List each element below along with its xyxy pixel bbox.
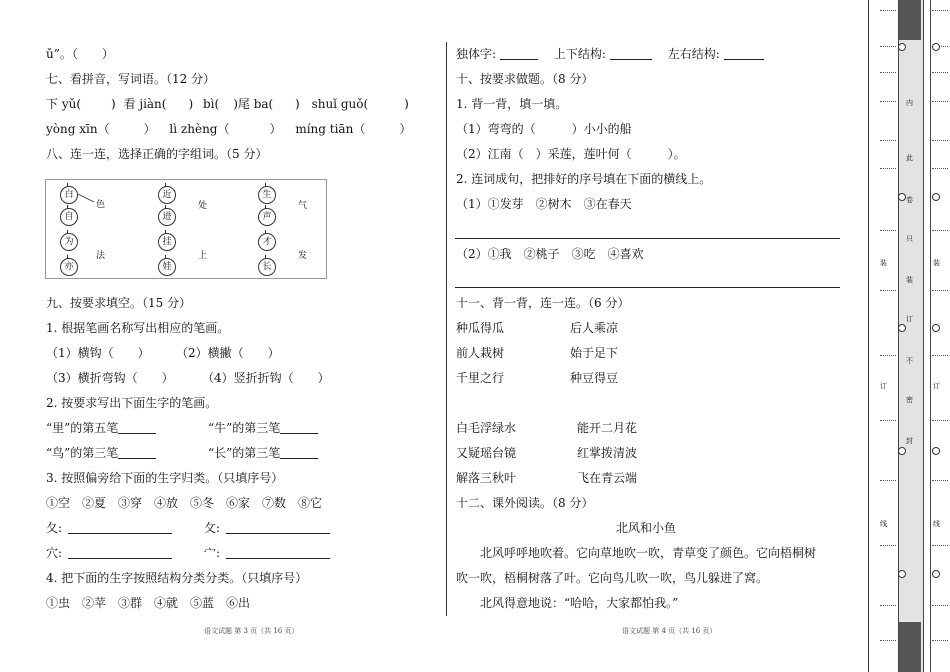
q10-1a: （1）弯弯的（ ）小小的船 xyxy=(456,122,632,136)
word-target[interactable]: 色 xyxy=(96,200,106,210)
binding-margin xyxy=(868,0,950,672)
idiom-left[interactable]: 千里之行 xyxy=(456,371,505,385)
q9-1: 1. 根据笔画名称写出相应的笔画。 xyxy=(46,321,230,335)
poem-right[interactable]: 红掌拨清波 xyxy=(577,446,638,460)
char-circle[interactable]: 进 xyxy=(158,208,176,226)
binding-hole-icon xyxy=(898,324,906,332)
char-circle[interactable]: 为 xyxy=(60,233,78,251)
word-target[interactable]: 处 xyxy=(198,201,208,211)
story-title: 北风和小鱼 xyxy=(616,521,677,535)
word-target[interactable]: 气 xyxy=(298,201,308,211)
margin-char: 装 xyxy=(933,259,940,267)
margin-char: 线 xyxy=(933,520,940,528)
char-circle[interactable]: 白 xyxy=(60,186,78,204)
margin-char: 装 xyxy=(906,276,913,284)
margin-char: 此 xyxy=(906,154,913,162)
idiom-right[interactable]: 后人乘凉 xyxy=(570,321,619,335)
margin-char: 不 xyxy=(906,357,913,365)
margin-char: 订 xyxy=(933,382,940,390)
margin-char: 装 xyxy=(880,259,887,267)
q10-1b: （2）江南（ ）采莲，莲叶何（ ）。 xyxy=(456,147,686,161)
match-line xyxy=(46,180,326,278)
binding-hole-icon xyxy=(898,193,906,201)
char-circle[interactable]: 声 xyxy=(258,208,276,226)
q12-title: 十二、课外阅读。（8 分） xyxy=(456,496,594,510)
q10-1: 1. 背一背，填一填。 xyxy=(456,97,568,111)
poem-left[interactable]: 解落三秋叶 xyxy=(456,471,517,485)
binding-hole-icon xyxy=(932,570,940,578)
column-divider xyxy=(446,42,447,616)
binding-hole-icon xyxy=(932,447,940,455)
q9-title: 九、按要求填空。（15 分） xyxy=(46,296,192,310)
q11-title: 十一、背一背，连一连。（6 分） xyxy=(456,296,630,310)
answer-line[interactable] xyxy=(455,287,840,288)
r-structure-row: 独体字: 上下结构: 左右结构: xyxy=(456,46,764,62)
char-circle[interactable]: 长 xyxy=(258,258,276,276)
q9-4-list: ①虫 ②苹 ③群 ④就 ⑤蓝 ⑥出 xyxy=(46,596,251,610)
q9-3: 3. 按照偏旁给下面的生字归类。（只填序号） xyxy=(46,471,284,485)
q10-2b: （2）①我 ②桃子 ③吃 ④喜欢 xyxy=(456,247,644,261)
char-circle[interactable]: 自 xyxy=(60,208,78,226)
q10-2a: （1）①发芽 ②树木 ③在春天 xyxy=(456,197,632,211)
char-circle[interactable]: 亦 xyxy=(60,258,78,276)
char-circle[interactable]: 才 xyxy=(258,233,276,251)
char-circle[interactable]: 近 xyxy=(158,186,176,204)
q7-row1: 下 yǔ( ) 看 jiàn( ) bì( )尾 ba( ) shuǐ guǒ( ) xyxy=(46,97,409,111)
q9-3c: 穴: xyxy=(46,545,172,561)
q6-tail: ǔ”。（ ） xyxy=(46,47,114,61)
margin-char: 内 xyxy=(906,99,913,107)
char-circle[interactable]: 生 xyxy=(258,186,276,204)
poem-left[interactable]: 白毛浮绿水 xyxy=(456,421,517,435)
binding-hole-icon xyxy=(898,570,906,578)
idiom-left[interactable]: 种瓜得瓜 xyxy=(456,321,505,335)
char-circle[interactable]: 挂 xyxy=(158,233,176,251)
idiom-right[interactable]: 始于足下 xyxy=(570,346,619,360)
q10-title: 十、按要求做题。（8 分） xyxy=(456,72,594,86)
margin-char: 线 xyxy=(880,520,887,528)
story-paragraph: 北风呼呼地吹着。它向草地吹一吹，青草变了颜色。它向梧桐树 xyxy=(480,546,817,560)
poem-left[interactable]: 又疑瑶台镜 xyxy=(456,446,517,460)
q9-2d: “长”的第三笔 xyxy=(208,445,318,461)
q9-2c: “鸟”的第三笔 xyxy=(46,445,156,461)
char-circle[interactable]: 娃 xyxy=(158,258,176,276)
margin-char: 订 xyxy=(906,315,913,323)
q9-1c: （3）横折弯钩（ ） xyxy=(46,371,174,385)
margin-char: 密 xyxy=(906,396,913,404)
q8-match-box xyxy=(45,179,327,279)
word-target[interactable]: 发 xyxy=(298,251,308,261)
story-paragraph: 北风得意地说：“哈哈，大家都怕我。” xyxy=(480,596,679,610)
story-paragraph: 吹一吹，梧桐树落了叶。它向鸟儿吹一吹，鸟儿躲进了窝。 xyxy=(456,571,769,585)
q9-3d: 宀: xyxy=(204,545,330,561)
q8-title: 八、连一连，选择正确的字组词。（5 分） xyxy=(46,147,268,161)
q9-3-list: ①空 ②夏 ③穿 ④放 ⑤冬 ⑥家 ⑦数 ⑧它 xyxy=(46,496,323,510)
margin-char: 只 xyxy=(906,235,913,243)
idiom-left[interactable]: 前人栽树 xyxy=(456,346,505,360)
word-target[interactable]: 上 xyxy=(198,251,208,261)
q9-3a: 夂: xyxy=(46,520,172,536)
margin-char: 卷 xyxy=(906,196,913,204)
q9-1a: （1）横钩（ ） xyxy=(46,346,150,360)
word-target[interactable]: 法 xyxy=(96,251,106,261)
q7-row2: yòng xīn（ ） lì zhèng（ ） míng tiān（ ） xyxy=(46,122,412,136)
poem-right[interactable]: 飞在青云端 xyxy=(577,471,638,485)
binding-hole-icon xyxy=(898,43,906,51)
margin-char: 封 xyxy=(906,437,913,445)
binding-hole-icon xyxy=(932,43,940,51)
q9-2b: “牛”的第三笔 xyxy=(208,420,318,436)
page-footer-left: 语文试题 第 3 页（共 16 页） xyxy=(204,627,299,635)
page-footer-right: 语文试题 第 4 页（共 16 页） xyxy=(622,627,717,635)
q9-2a: “里”的第五笔 xyxy=(46,420,156,436)
q7-title: 七、看拼音，写词语。（12 分） xyxy=(46,72,216,86)
answer-line[interactable] xyxy=(455,238,840,239)
q9-1d: （4）竖折折钩（ ） xyxy=(202,371,330,385)
q10-2: 2. 连词成句，把排好的序号填在下面的横线上。 xyxy=(456,172,712,186)
margin-char: 订 xyxy=(880,382,887,390)
binding-hole-icon xyxy=(932,193,940,201)
poem-right[interactable]: 能开二月花 xyxy=(577,421,638,435)
binding-hole-icon xyxy=(898,447,906,455)
binding-hole-icon xyxy=(932,324,940,332)
q9-4: 4. 把下面的生字按照结构分类分类。（只填序号） xyxy=(46,571,308,585)
idiom-right[interactable]: 种豆得豆 xyxy=(570,371,619,385)
q9-1b: （2）横撇（ ） xyxy=(176,346,280,360)
q9-3b: 攵: xyxy=(204,520,330,536)
q9-2: 2. 按要求写出下面生字的笔画。 xyxy=(46,396,218,410)
